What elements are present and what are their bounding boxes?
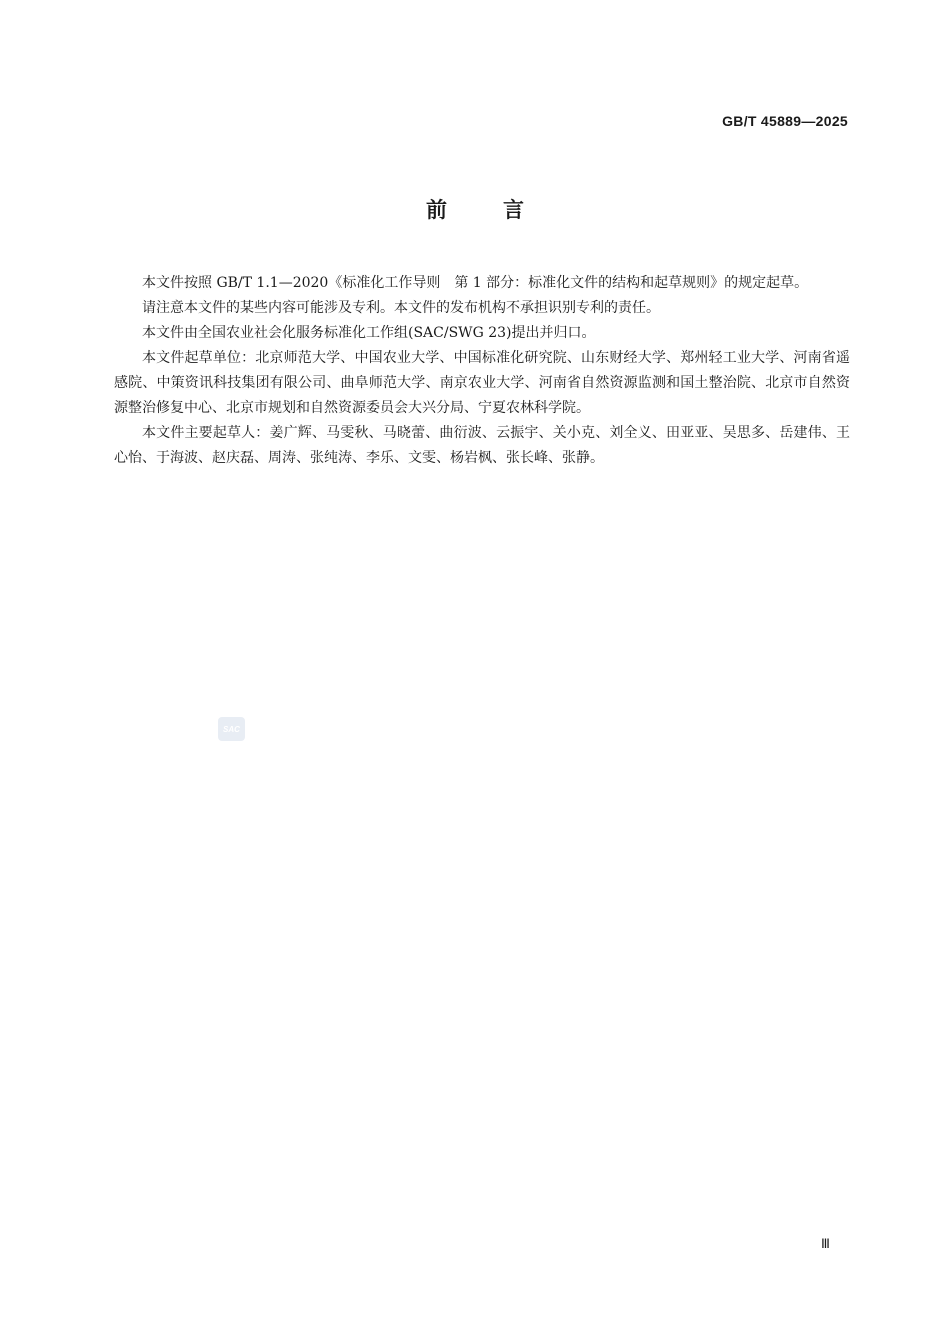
paragraph-patent-notice: 请注意本文件的某些内容可能涉及专利。本文件的发布机构不承担识别专利的责任。 — [142, 300, 660, 316]
paragraph-proposer: 本文件由全国农业社会化服务标准化工作组(SAC/SWG 23)提出并归口。 — [142, 325, 596, 341]
paragraph-drafting-units: 本文件起草单位：北京师范大学、中国农业大学、中国标准化研究院、山东财经大学、郑州轻工业大学、河南省遥感院、中策资讯科技集团有限公司、曲阜师范大学、南京农业大学、河南省自然资源监测和国土整治院、北京市自然资源整治修复中心、北京市规划和自然资源委员会大兴分局、宁夏农林科学院。 — [114, 350, 850, 416]
paragraph-drafters: 本文件主要起草人：姜广辉、马雯秋、马晓蕾、曲衍波、云振宇、关小克、刘全义、田亚亚、吴思多、岳建伟、王心怡、于海波、赵庆磊、周涛、张纯涛、李乐、文雯、杨岩枫、张长峰、张静。 — [114, 425, 850, 466]
page-title: 前言 — [426, 198, 580, 222]
page-number: Ⅲ — [821, 1236, 830, 1251]
sac-watermark-logo: SAC — [218, 717, 245, 741]
foreword-body — [114, 271, 850, 471]
document-code: GB/T 45889—2025 — [722, 113, 848, 129]
paragraph-drafting-rules: 本文件按照 GB/T 1.1—2020《标准化工作导则 第 1 部分：标准化文件的结构和起草规则》的规定起草。 — [142, 275, 809, 291]
